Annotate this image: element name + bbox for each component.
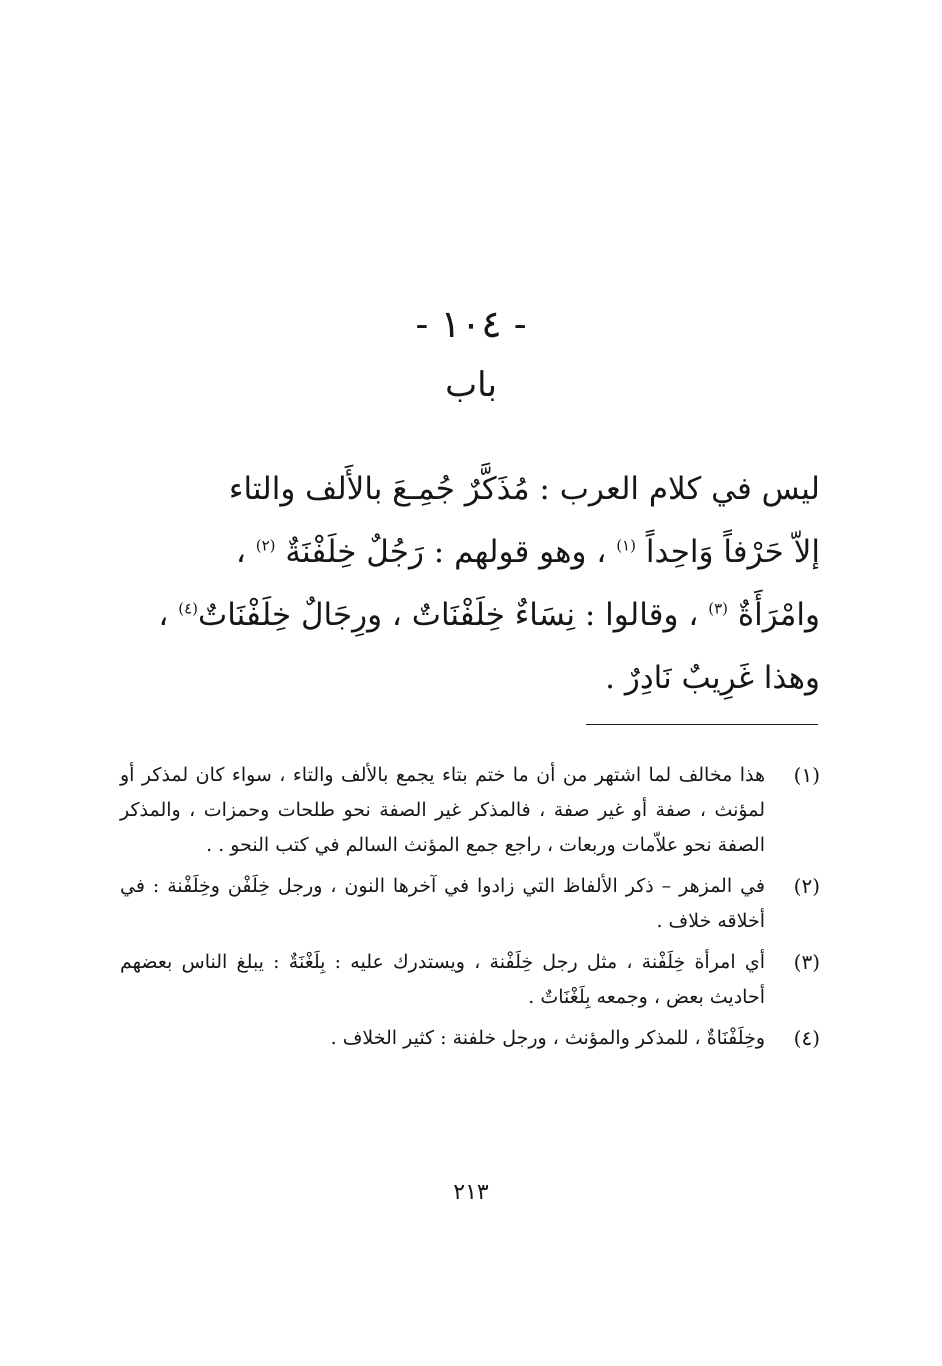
footnote-number: (٣) — [793, 950, 820, 974]
footnote-number: (١) — [793, 763, 820, 787]
footnote-ref-2[interactable]: (٢) — [255, 536, 276, 555]
footnote-number: (٤) — [793, 1026, 820, 1050]
footnote-text: في المزهر – ذكر الألفاظ التي زادوا في آخرها النون ، ورجل خِلَفْن وخِلَفْنة : في أخلاقه خلاف . — [120, 875, 765, 932]
footnote-ref-4[interactable]: (٤) — [178, 599, 199, 618]
section-number: - ١٠٤ - — [415, 302, 527, 346]
footnote-ref-1[interactable]: (١) — [616, 536, 636, 555]
main-line-3 — [120, 584, 820, 647]
footnote-3 — [120, 945, 820, 1015]
footnote-2 — [120, 869, 820, 939]
main-line-4: وهذا غَرِيبٌ نَادِرٌ . — [605, 660, 820, 696]
main-line-3-part-c: ، — [158, 597, 169, 633]
main-paragraph — [120, 458, 820, 710]
main-line-3-part-b: ، وقالوا : نِسَاءٌ خِلَفْنَاتٌ ، ورِجَالٌ خِلَفْنَاتٌ — [198, 597, 699, 633]
main-line-3-part-a: وامْرَأَةٌ — [737, 597, 820, 633]
footnote-text: أي امرأة خِلَفْنة ، مثل رجل خِلَفْنة ، ويستدرك عليه : بِلَغْنَةٌ : يبلغ الناس بعضهم أحاديث بعض ، وجمعه بِلَغْنَاتٌ . — [120, 951, 765, 1008]
main-line-1: ليس في كلام العرب : مُذَكَّرٌ جُمِـعَ بالأَلف والتاء — [228, 471, 820, 507]
footnote-4 — [120, 1021, 820, 1056]
footnote-divider — [586, 724, 818, 725]
main-line-2-part-c: ، — [235, 534, 246, 570]
footnote-text: هذا مخالف لما اشتهر من أن ما ختم بتاء يجمع بالألف والتاء ، سواء كان لمذكر أو لمؤنث ، صفة أو غير صفة ، فالمذكر غير الصفة نحو طلحات وحمزات ، والمذكر الصفة نحو علاّمات وربعات ، راجع جمع المؤنث السالم في كتب النحو . . — [120, 764, 765, 856]
section-title: باب — [445, 365, 497, 405]
footnote-text: وخِلَفْنَاةٌ ، للمذكر والمؤنث ، ورجل خلفنة : كثير الخلاف . — [330, 1027, 765, 1049]
footnotes — [120, 758, 820, 1062]
footnote-ref-3[interactable]: (٣) — [708, 599, 728, 618]
main-line-2 — [120, 521, 820, 584]
footnote-number: (٢) — [793, 874, 820, 898]
main-line-2-part-a: إلاّ حَرْفاً وَاحِداً — [645, 534, 820, 570]
main-line-2-part-b: ، وهو قولهم : رَجُلٌ خِلَفْنَةٌ — [285, 534, 607, 570]
footnote-1 — [120, 758, 820, 863]
page-number: ٢١٣ — [453, 1180, 489, 1205]
